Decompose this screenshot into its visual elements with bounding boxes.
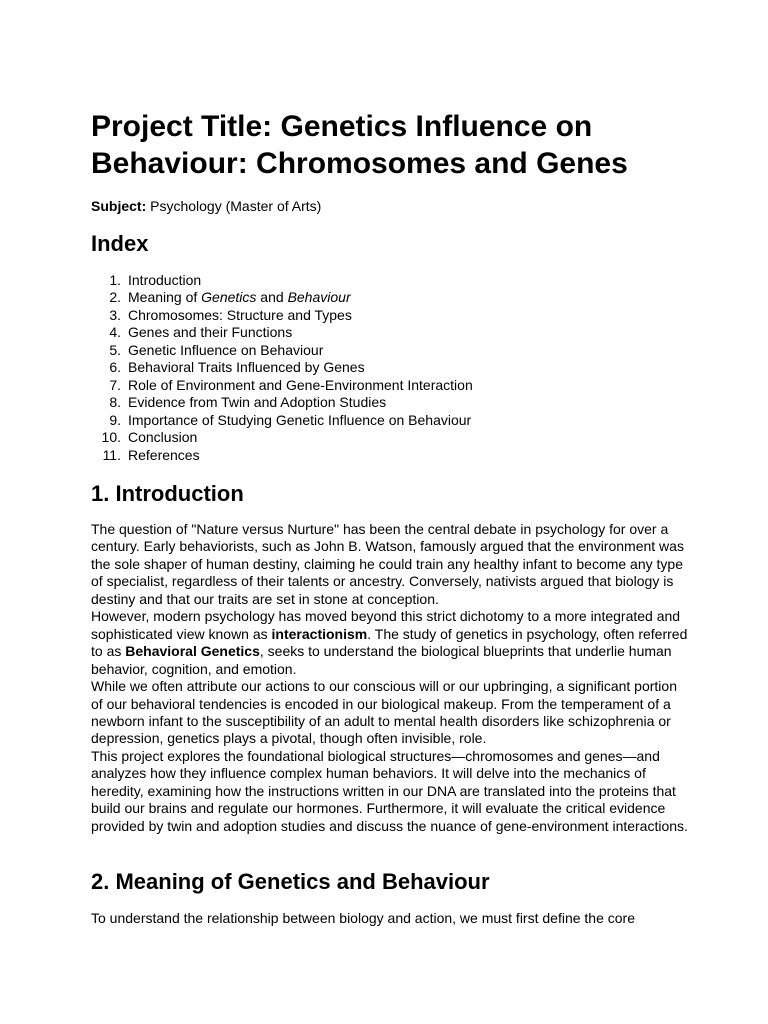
index-item [91,412,473,429]
index-item [91,429,473,446]
index-item-text: Chromosomes: Structure and Types [128,306,352,323]
index-item-text: Meaning of [128,289,202,306]
subject-label: Subject: [91,198,147,214]
index-item-text: Evidence from Twin and Adoption Studies [128,394,387,411]
document-title: Project Title: Genetics Influence on Behaviour: Chromosomes and Genes [91,110,628,180]
subject-line [91,198,321,215]
intro-paragraph-3: While we often attribute our actions to our conscious will or our upbringing, a significant portion of our behavioral tendencies is encoded in our biological makeup. From the temperament of a newborn infant to the susceptibility of an adult to mental health disorders like schizophrenia or depression, genetics plays a pivotal, though often invisible, role. [91,678,677,747]
index-item-text: and [256,289,288,306]
index-heading: Index [91,231,149,256]
index-item [91,307,473,324]
index-item-text: Behavioral Traits Influenced by Genes [128,359,365,376]
introduction-body [91,521,691,835]
index-item-text: Behaviour [287,289,351,306]
index-item-text: Conclusion [128,429,198,446]
index-item [91,394,473,411]
index-item-text: Role of Environment and Gene-Environment Interaction [128,376,473,393]
index-item-number: 3. [109,306,121,323]
index-item-text: Genetic Influence on Behaviour [128,341,324,358]
intro-p2-text-c: , seeks to understand the biological blueprints that underlie human behavior, cognition, and emotion. [91,643,672,677]
index-list [91,272,473,464]
intro-p2-text-b: . The study of genetics in psychology, often referred to as [91,625,688,660]
index-item [91,359,473,376]
index-item-number: 5. [109,341,121,358]
index-item-number: 4. [109,324,121,341]
index-item [91,447,473,464]
index-item [91,272,473,289]
index-item-number: 6. [109,359,121,376]
intro-p2-text-a: However, modern psychology has moved beyond this strict dichotomy to a more integrated and sophisticated view known as [91,608,681,642]
index-item-number: 9. [109,411,121,428]
introduction-heading: 1. Introduction [91,481,244,506]
index-item [91,289,473,306]
intro-paragraph-4: This project explores the foundational biological structures—chromosomes and genes—and analyzes how they influence complex human behaviors. It will delve into the mechanics of heredity, examining how the instructions written in our DNA are translated into the proteins that build our brains and regulate our hormones. Furthermore, it will evaluate the critical evidence provided by twin and adoption studies and discuss the nuance of gene-environment interactions. [91,747,688,834]
index-item [91,342,473,359]
index-item-text: Introduction [128,272,202,288]
index-item-number: 11. [102,446,121,463]
index-item [91,324,473,341]
index-item-number: 10. [101,429,121,446]
index-item-text: Genetics [201,289,257,306]
subject-value: Psychology (Master of Arts) [150,198,322,214]
index-item-text: Importance of Studying Genetic Influence on Behaviour [128,411,472,428]
intro-paragraph-1: The question of "Nature versus Nurture" has been the central debate in psychology for over a century. Early behaviorists, such as John B. Watson, famously argued that the environment was the sole shaper of human destiny, claiming he could train any healthy infant to become any type of specialist, regardless of their talents or ancestry. Conversely, nativists argued that biology is destiny and that our traits are set in stone at conception. [91,521,684,607]
meaning-heading: 2. Meaning of Genetics and Behaviour [91,869,490,894]
index-item-text: Genes and their Functions [128,324,293,341]
intro-paragraph-2 [91,608,691,678]
behavioral-genetics-term: Behavioral Genetics [125,643,260,660]
index-item-number: 7. [109,376,121,393]
index-item-number: 8. [109,394,121,411]
meaning-paragraph-1: To understand the relationship between biology and action, we must first define the core [91,910,635,926]
index-item-number: 1. [109,272,121,288]
index-item-text: References [128,446,200,463]
index-item [91,377,473,394]
index-item-number: 2. [109,289,121,306]
interactionism-term: interactionism [271,625,368,642]
